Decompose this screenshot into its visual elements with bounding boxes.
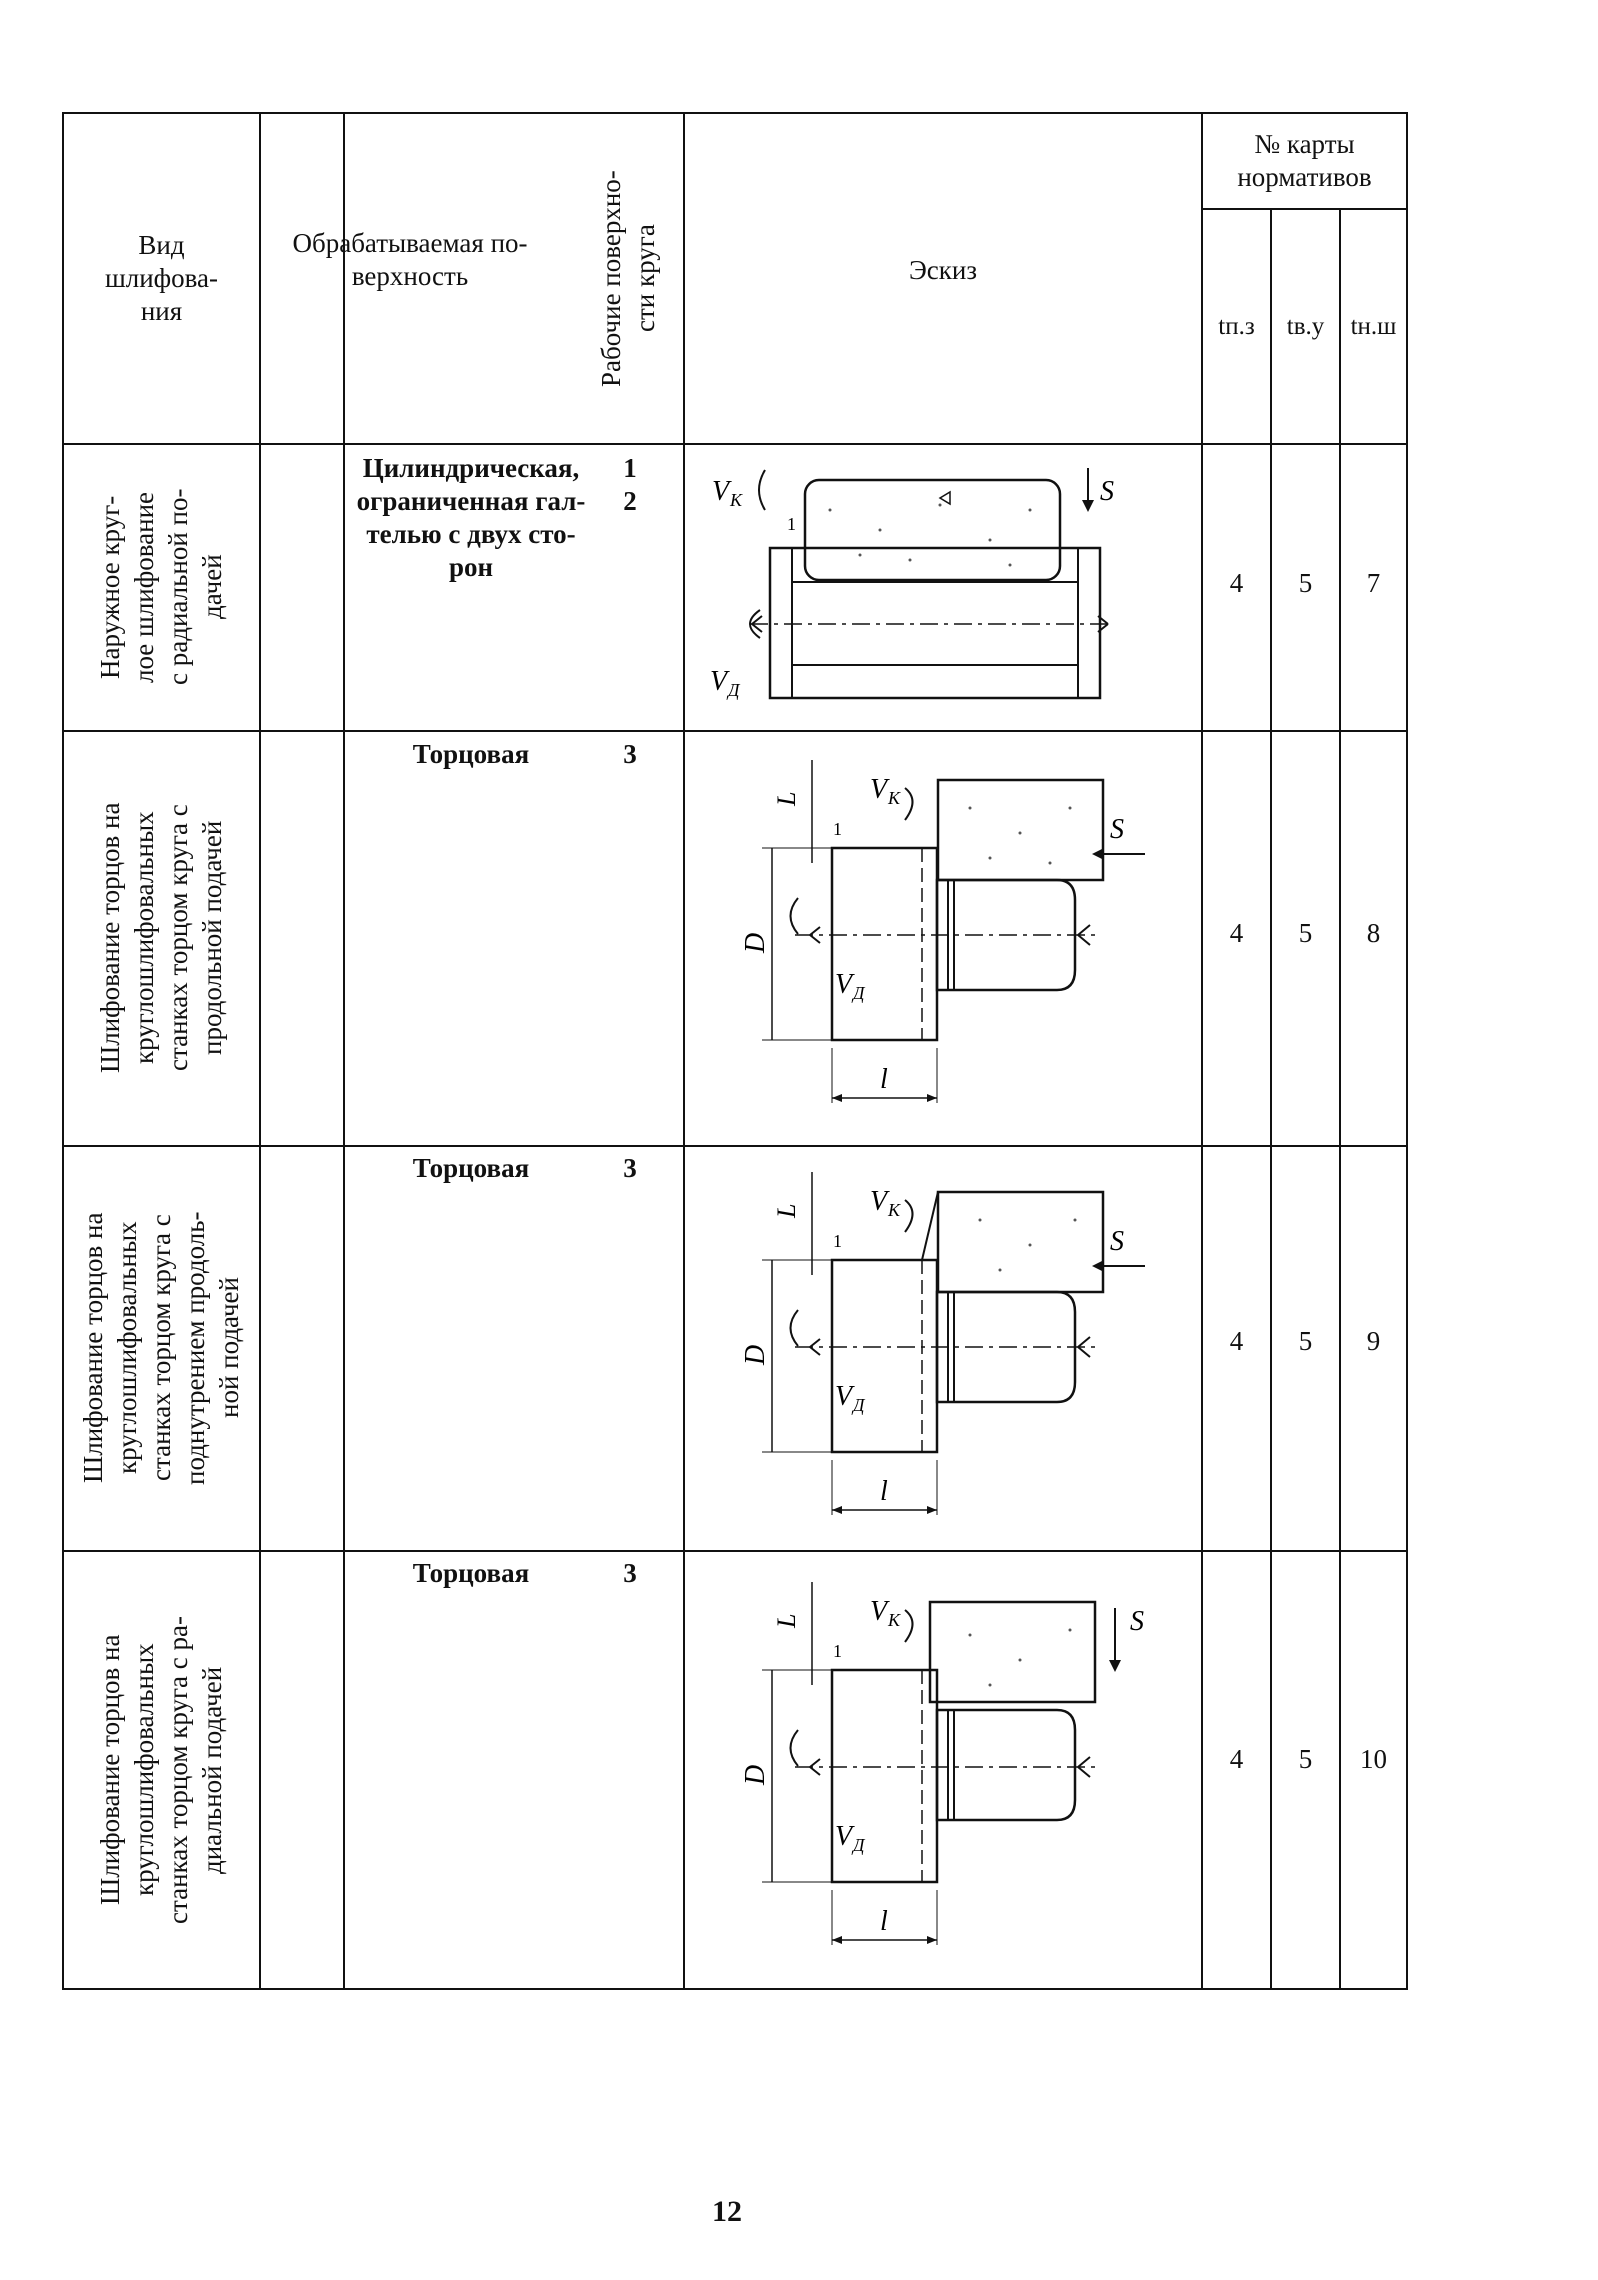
svg-text:D: D	[740, 932, 771, 953]
wheel-surfaces-cell: 3	[623, 739, 637, 769]
svg-text:V: V	[835, 1381, 853, 1412]
svg-text:V: V	[870, 1186, 888, 1217]
svg-text:V: V	[870, 1596, 888, 1627]
surface-cell: Торцовая	[412, 739, 530, 769]
tvu-value: 5	[1298, 1326, 1313, 1356]
svg-text:1: 1	[787, 514, 796, 534]
svg-text:D: D	[740, 1344, 771, 1365]
tpz-value: 4	[1229, 918, 1244, 948]
svg-text:S: S	[1110, 1226, 1124, 1257]
svg-text:L: L	[772, 1613, 801, 1628]
surface-cell: Торцовая	[412, 1558, 530, 1588]
tpz-value: 4	[1229, 1326, 1244, 1356]
sketch-face-radial	[690, 1560, 1195, 1980]
svg-text:Д: Д	[853, 1395, 865, 1415]
svg-text:S: S	[1110, 814, 1124, 845]
page-number: 12	[712, 2195, 742, 2228]
tvu-value: 5	[1298, 918, 1313, 948]
svg-text:1: 1	[833, 1641, 842, 1661]
svg-text:К: К	[888, 788, 900, 808]
wheel-surfaces-cell: 1 2	[623, 453, 637, 516]
svg-text:L: L	[772, 1203, 801, 1218]
svg-text:D: D	[740, 1764, 771, 1785]
header-tnsh: tн.ш	[1350, 313, 1397, 340]
wheel-surfaces-cell: 3	[623, 1558, 637, 1588]
svg-text:1: 1	[833, 819, 842, 839]
surface-cell: Цилиндрическая, ограниченная гал- телью с двух сто- рон	[356, 453, 586, 582]
sketch-face-longitudinal	[690, 738, 1195, 1138]
grinding-type-cell: Шлифование торцов на круглошлифовальных станках торцом круга с ра- диальной подачей	[95, 1616, 227, 1924]
svg-text:К: К	[730, 490, 742, 510]
grinding-type-cell: Наружное круг- лое шлифование с радиальной по- дачей	[95, 488, 227, 686]
surface-cell: Торцовая	[412, 1153, 530, 1183]
svg-text:l: l	[880, 1476, 888, 1507]
grinding-type-cell: Шлифование торцов на круглошлифовальных станках торцом круга с продольной подачей	[95, 802, 227, 1074]
svg-text:l: l	[880, 1906, 888, 1937]
vk-label: V	[712, 476, 730, 507]
tnsh-value: 9	[1366, 1326, 1381, 1356]
sketch-face-undercut	[690, 1150, 1195, 1545]
header-tpz: tп.з	[1218, 313, 1255, 340]
tvu-value: 5	[1298, 1744, 1313, 1774]
svg-text:К: К	[888, 1610, 900, 1630]
header-tvu: tв.у	[1286, 313, 1325, 340]
svg-text:К: К	[888, 1200, 900, 1220]
svg-text:Д: Д	[853, 983, 865, 1003]
svg-text:V: V	[835, 969, 853, 1000]
svg-text:V: V	[835, 1821, 853, 1852]
grinding-type-cell: Шлифование торцов на круглошлифовальных станках торцом круга с поднутрением продоль- ной подачей	[78, 1211, 244, 1485]
svg-text:Д: Д	[728, 680, 740, 700]
svg-text:1: 1	[833, 1231, 842, 1251]
svg-text:L: L	[772, 791, 801, 806]
sketch-external-radial	[690, 450, 1195, 725]
wheel-surfaces-cell: 3	[623, 1153, 637, 1183]
svg-text:Д: Д	[853, 1835, 865, 1855]
svg-text:V: V	[870, 774, 888, 805]
svg-text:S: S	[1130, 1606, 1144, 1637]
header-sketch: Эскиз	[908, 255, 978, 285]
svg-text:l: l	[880, 1064, 888, 1095]
header-wheel-working-surfaces: Рабочие поверхно- сти круга	[596, 170, 660, 387]
tpz-value: 4	[1229, 1744, 1244, 1774]
tnsh-value: 8	[1366, 918, 1381, 948]
header-processed-surface-text: Обрабатываемая по- верхность	[292, 228, 528, 291]
tpz-value: 4	[1229, 568, 1244, 598]
tnsh-value: 10	[1360, 1744, 1387, 1774]
svg-text:S: S	[1100, 476, 1114, 507]
header-type-of-grinding: Вид шлифова- ния	[104, 230, 219, 326]
svg-text:V: V	[710, 666, 728, 697]
tvu-value: 5	[1298, 568, 1313, 598]
tnsh-value: 7	[1366, 568, 1381, 598]
header-norm-card-number: № карты нормативов	[1237, 129, 1372, 192]
